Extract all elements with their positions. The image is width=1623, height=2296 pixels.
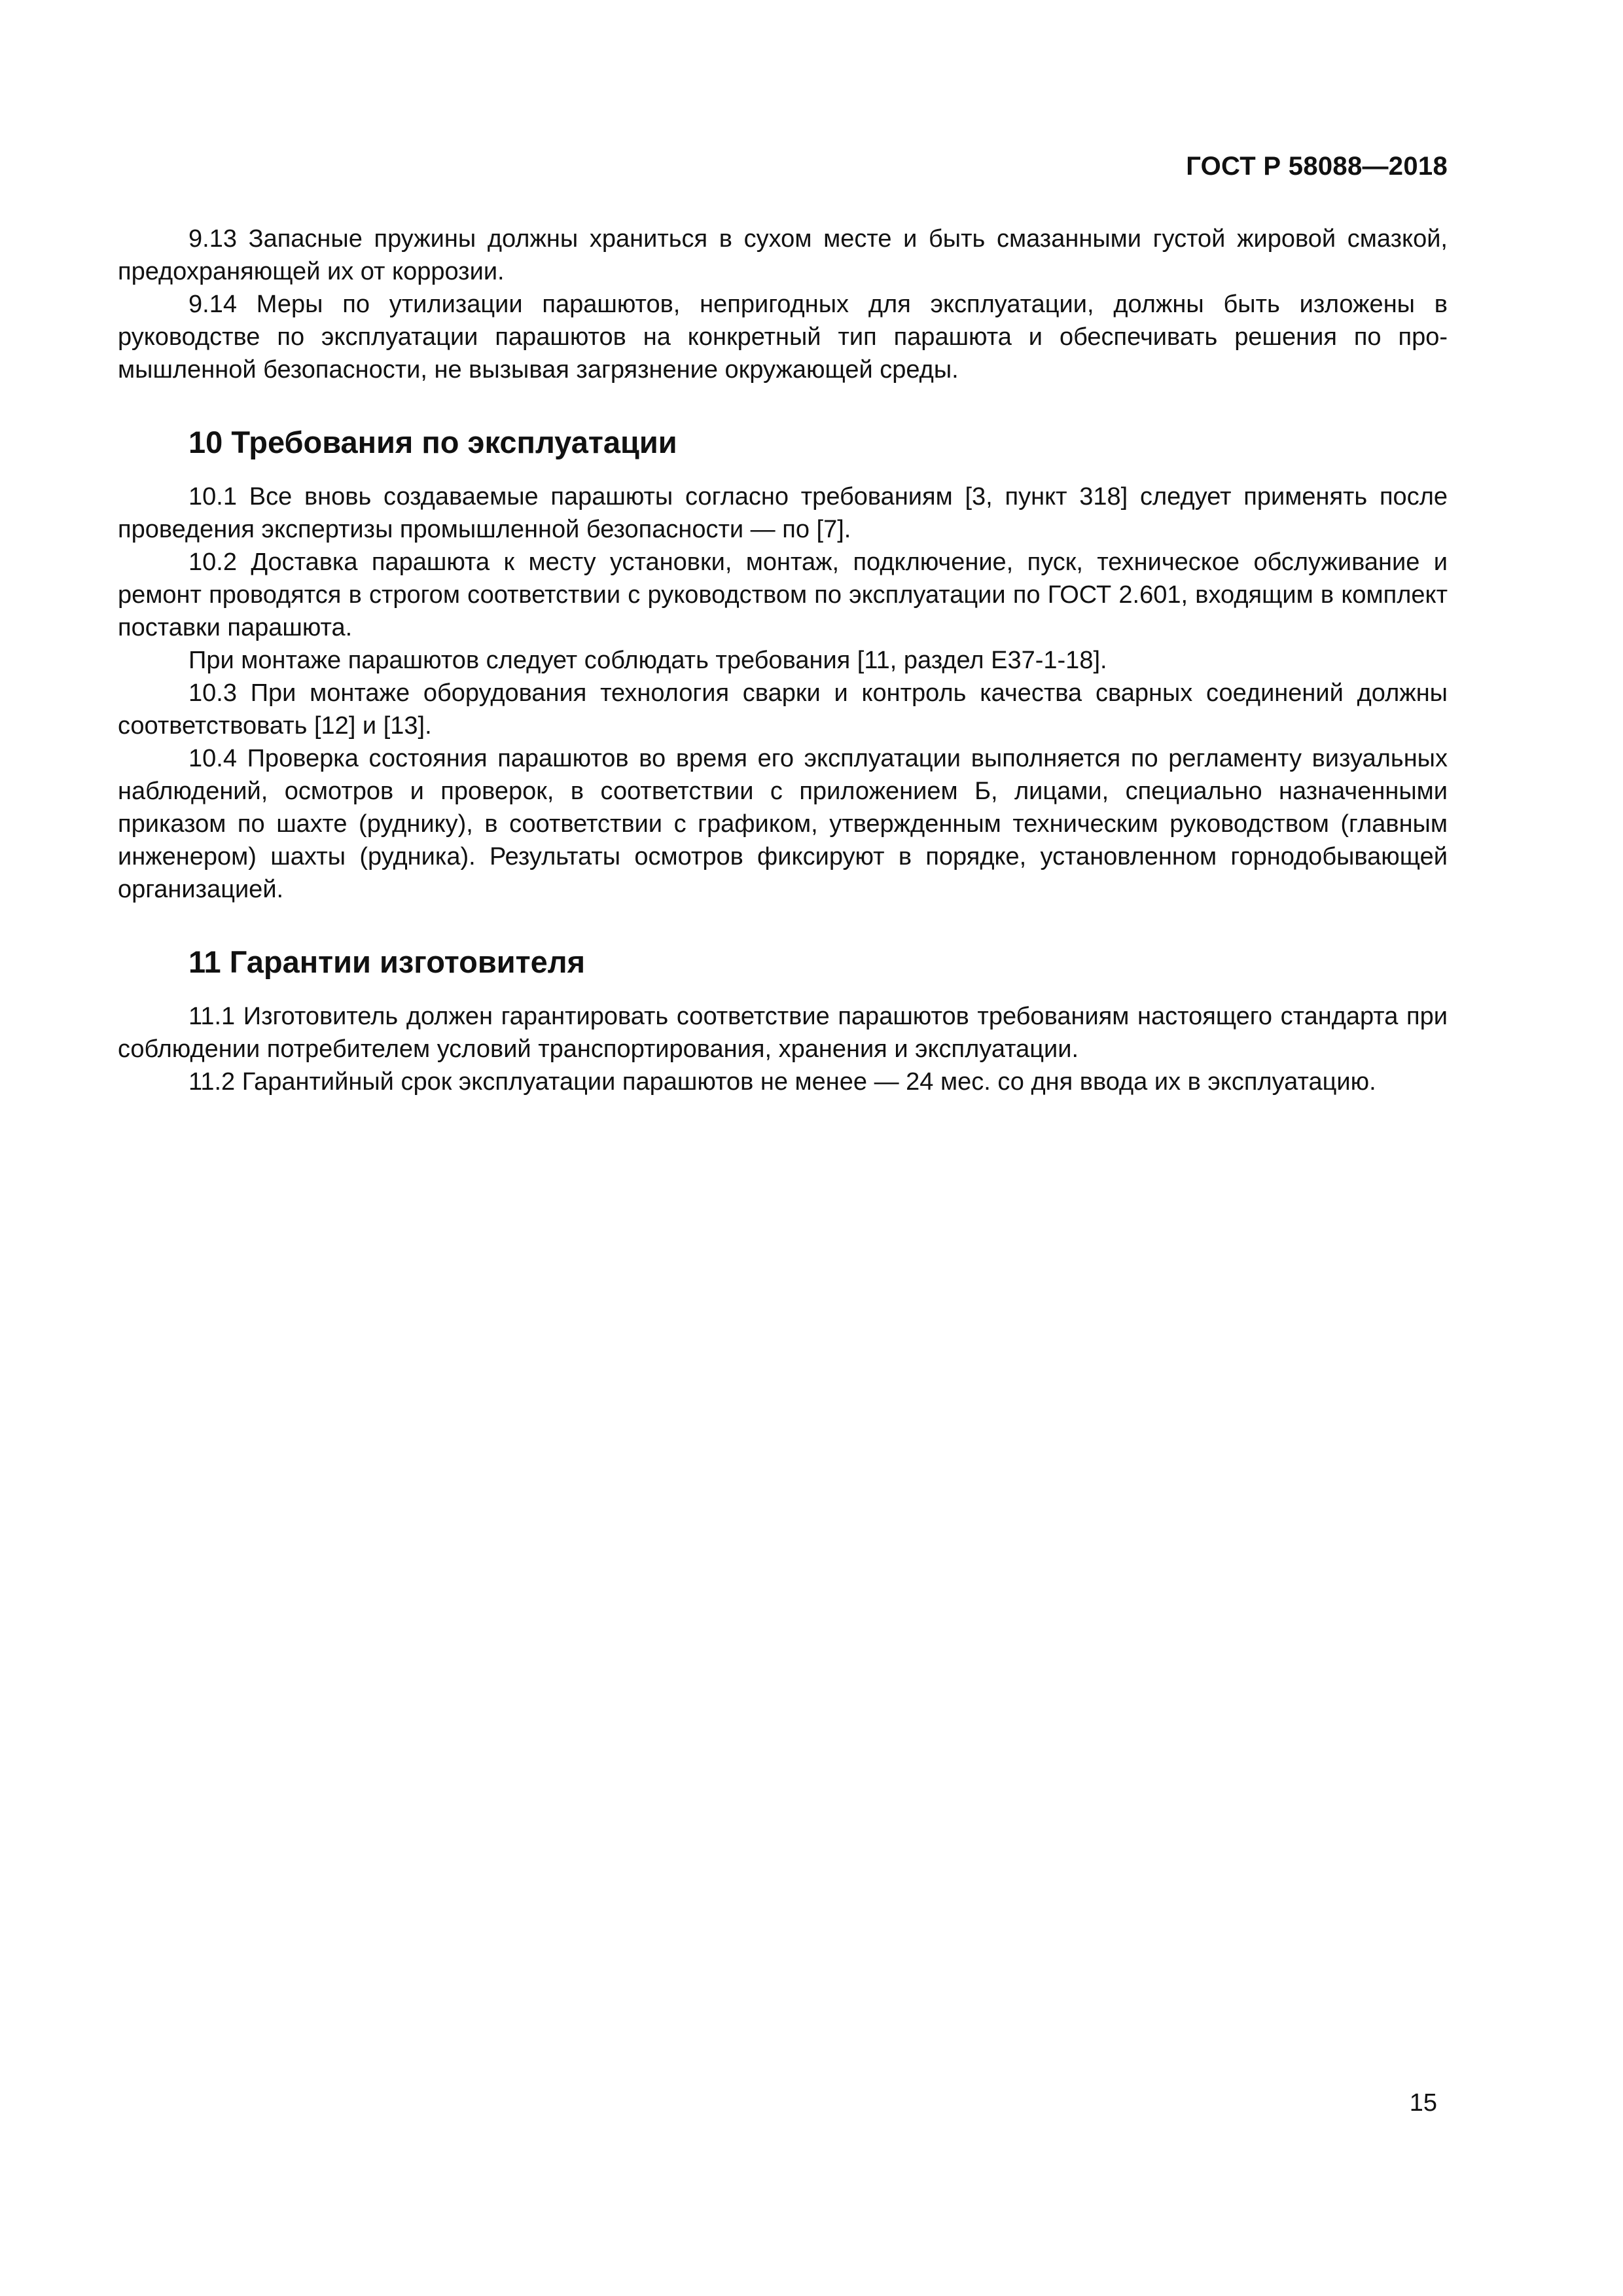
section-10-heading: 10 Требования по эксплуатации	[188, 425, 677, 459]
paragraph-10-2-note: При монтаже парашютов следует соблюдать требования [11, раздел Е37-1-18].	[188, 647, 1107, 674]
document-code: ГОСТ Р 58088—2018	[1186, 152, 1448, 181]
paragraph-9-13: 9.13 Запасные пружины должны храниться в сухом месте и быть смазанными густой жировой смазкой, предохраняющей их от коррозии.	[118, 225, 1448, 285]
paragraph-10-2: 10.2 Доставка парашюта к месту установки, монтаж, подключение, пуск, техническое обслуживание и ремонт проводятся в строгом соответствии с руководством по эксплуатации по ГОСТ 2.601, входящим в комплект поставки парашюта.	[118, 548, 1448, 641]
paragraph-10-4: 10.4 Проверка состояния парашютов во время его эксплуатации выполняется по регламенту визуальных наблюдений, осмотров и проверок, в соответствии с приложением Б, лицами, специально назначенными приказом по шахте (руднику), в соответствии с графиком, утвержденным техническим руководством (главным инженером) шахты (рудника). Результаты осмотров фиксируют в порядке, установленном горнодобывающей организацией.	[118, 745, 1448, 903]
paragraph-11-1: 11.1 Изготовитель должен гарантировать соответствие парашютов требованиям настоящего стандарта при соблюдении потребителем условий транспортирования, хранения и эксплуатации.	[118, 1003, 1448, 1063]
paragraph-9-14: 9.14 Меры по утилизации парашютов, непригодных для эксплуатации, должны быть изложены в руководстве по эксплуатации парашютов на конкретный тип парашюта и обеспечивать решения по промышленной безопасности, не вызывая загрязнение окружающей среды.	[118, 291, 1448, 384]
paragraph-11-2: 11.2 Гарантийный срок эксплуатации парашютов не менее — 24 мес. со дня ввода их в эксплуатацию.	[188, 1068, 1376, 1096]
page-body	[118, 223, 1448, 1098]
paragraph-10-1: 10.1 Все вновь создаваемые парашюты согласно требованиям [3, пункт 318] следует применять после проведения экспертизы промышленной безопасности — по [7].	[118, 483, 1448, 543]
paragraph-10-3: 10.3 При монтаже оборудования технология сварки и контроль качества сварных соединений должны соответствовать [12] и [13].	[118, 679, 1448, 740]
section-11-heading: 11 Гарантии изготовителя	[188, 944, 586, 979]
page-number: 15	[1409, 2089, 1437, 2117]
